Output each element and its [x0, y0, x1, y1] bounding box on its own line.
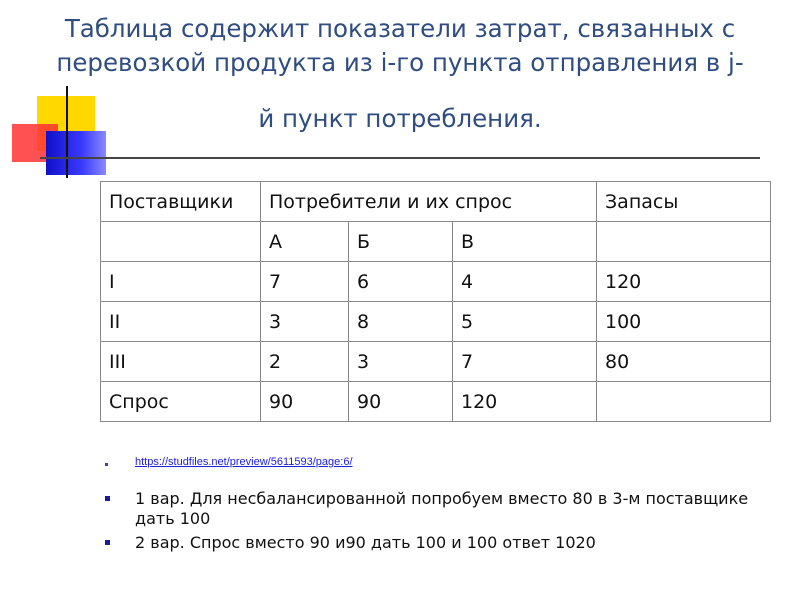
table-cell: [597, 382, 771, 422]
list-item: [103, 533, 763, 553]
list-item: [103, 489, 763, 529]
bullet-list: [103, 455, 763, 557]
table-cell: 5: [453, 302, 597, 342]
table-cell: 120: [597, 262, 771, 302]
table-cell: II: [101, 302, 261, 342]
table-cell: 80: [597, 342, 771, 382]
table-cell: 3: [261, 302, 349, 342]
table-cell: 8: [349, 302, 453, 342]
title-line-2: перевозкой продукта из i-го пункта отправления в j-: [56, 48, 744, 77]
header-cell-stock: Запасы: [597, 182, 771, 222]
table-cell: 2: [261, 342, 349, 382]
table-subheader-row: [101, 222, 771, 262]
table-cell: III: [101, 342, 261, 382]
table-row-demand: [101, 382, 771, 422]
table-row: [101, 262, 771, 302]
logo-blue-square: [46, 131, 106, 175]
table-cell: 100: [597, 302, 771, 342]
bullet-square-icon: [105, 540, 110, 545]
table-header-row: [101, 182, 771, 222]
table-cell: 4: [453, 262, 597, 302]
table-cell: [101, 222, 261, 262]
table-cell: 6: [349, 262, 453, 302]
table-row: [101, 342, 771, 382]
table-cell: 7: [453, 342, 597, 382]
table-cell: 3: [349, 342, 453, 382]
table-cell: 7: [261, 262, 349, 302]
subheader-cell-b: Б: [349, 222, 453, 262]
table-cell: I: [101, 262, 261, 302]
table-cell: 90: [261, 382, 349, 422]
cost-table: [100, 181, 771, 422]
bullet-square-icon: [105, 496, 110, 501]
table-row: [101, 302, 771, 342]
title-divider-line: [40, 157, 760, 159]
header-cell-consumers: Потребители и их спрос: [261, 182, 597, 222]
bullet-text-1: 1 вар. Для несбалансированной попробуем вместо 80 в 3-м поставщике дать 100: [135, 489, 749, 528]
table-cell: [597, 222, 771, 262]
table-cell: Спрос: [101, 382, 261, 422]
list-item: [103, 455, 763, 469]
slide-title: [0, 12, 800, 136]
source-link[interactable]: https://studfiles.net/preview/5611593/page:6/: [135, 456, 353, 468]
header-cell-suppliers: Поставщики: [101, 182, 261, 222]
title-line-3: й пункт потребления.: [258, 104, 542, 133]
bullet-square-icon: [105, 463, 108, 466]
subheader-cell-a: А: [261, 222, 349, 262]
bullet-text-2: 2 вар. Спрос вместо 90 и90 дать 100 и 100 ответ 1020: [135, 533, 596, 552]
table-cell: 120: [453, 382, 597, 422]
subheader-cell-v: В: [453, 222, 597, 262]
title-line-1: Таблица содержит показатели затрат, связанных с: [64, 14, 736, 43]
table-cell: 90: [349, 382, 453, 422]
